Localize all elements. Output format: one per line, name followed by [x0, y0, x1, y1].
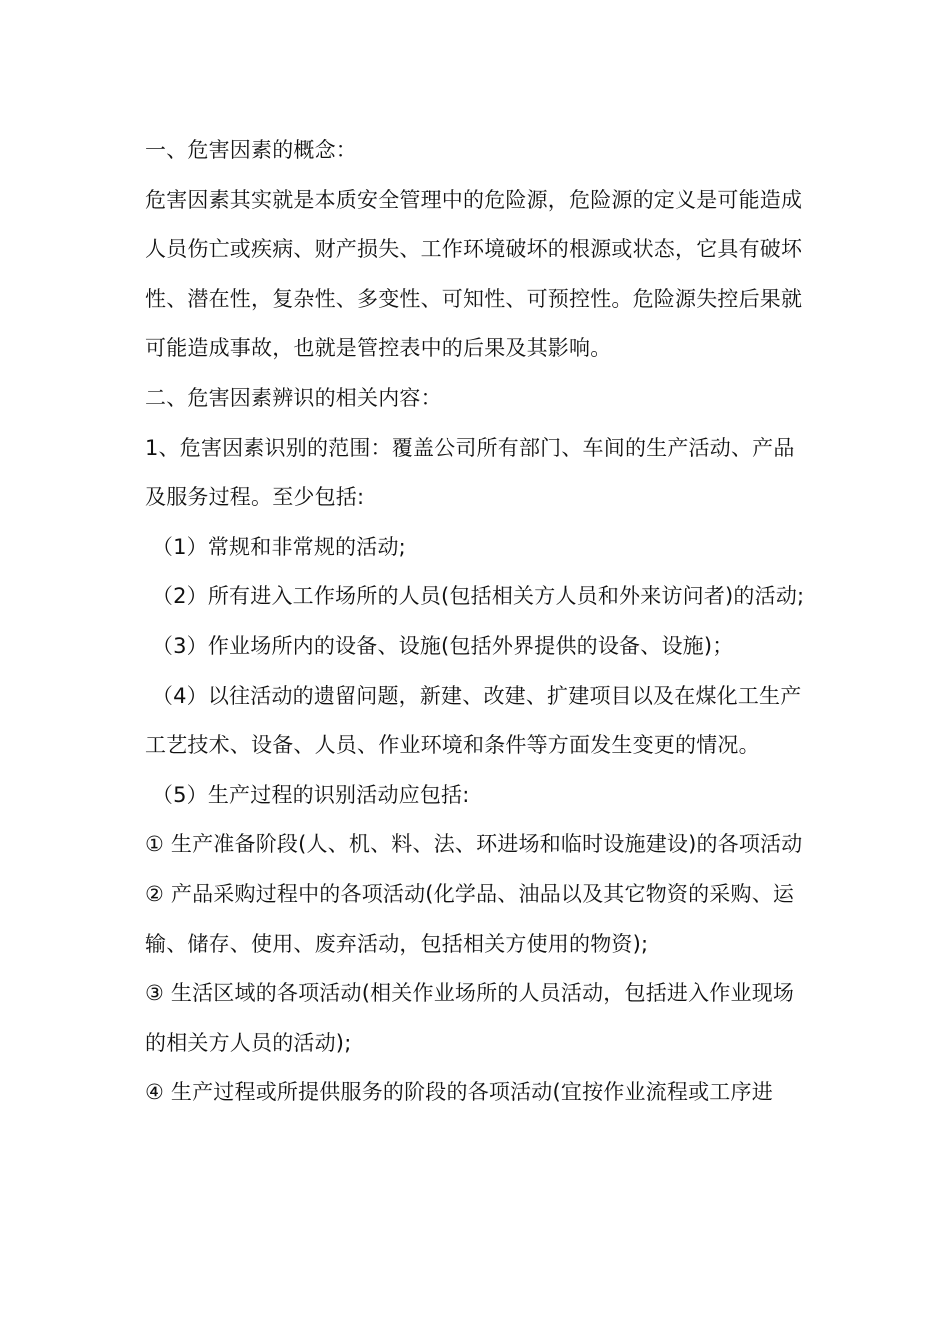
list-item-4: （4）以往活动的遗留问题，新建、改建、扩建项目以及在煤化工生产工艺技术、设备、人员、作业环境和条件等方面发生变更的情况。: [145, 683, 802, 758]
sub-item-circle-3: ③ 生活区域的各项活动(相关作业场所的人员活动，包括进入作业现场的相关方人员的活动);: [145, 981, 795, 1055]
document-body: [145, 126, 810, 1118]
section-heading-concept: 一、危害因素的概念：: [145, 138, 357, 162]
list-item-3: （3）作业场所内的设备、设施(包括外界提供的设备、设施)；: [145, 633, 734, 658]
list-item-2: （2）所有进入工作场所的人员(包括相关方人员和外来访问者)的活动;: [145, 584, 805, 609]
sub-item-circle-1: ① 生产准备阶段(人、机、料、法、环进场和临时设施建设)的各项活动: [145, 832, 803, 857]
list-item-5: （5）生产过程的识别活动应包括:: [145, 782, 470, 807]
section-heading-identification: 二、危害因素辨识的相关内容：: [145, 385, 442, 410]
paragraph-definition: 危害因素其实就是本质安全管理中的危险源，危险源的定义是可能造成人员伤亡或疾病、财产损失、工作环境破坏的根源或状态，它具有破坏性、潜在性，复杂性、多变性、可知性、可预控性。危险源失控后果就可能造成事故，也就是管控表中的后果及其影响。: [145, 187, 803, 361]
paragraph-scope: 1、危害因素识别的范围：覆盖公司所有部门、车间的生产活动、产品及服务过程。至少包括:: [145, 435, 795, 510]
sub-item-circle-4: ④ 生产过程或所提供服务的阶段的各项活动(宜按作业流程或工序进: [145, 1080, 773, 1105]
list-item-1: （1）常规和非常规的活动;: [145, 534, 406, 559]
sub-item-circle-2: ② 产品采购过程中的各项活动(化学品、油品以及其它物资的采购、运输、储存、使用、废弃活动，包括相关方使用的物资);: [145, 881, 795, 956]
